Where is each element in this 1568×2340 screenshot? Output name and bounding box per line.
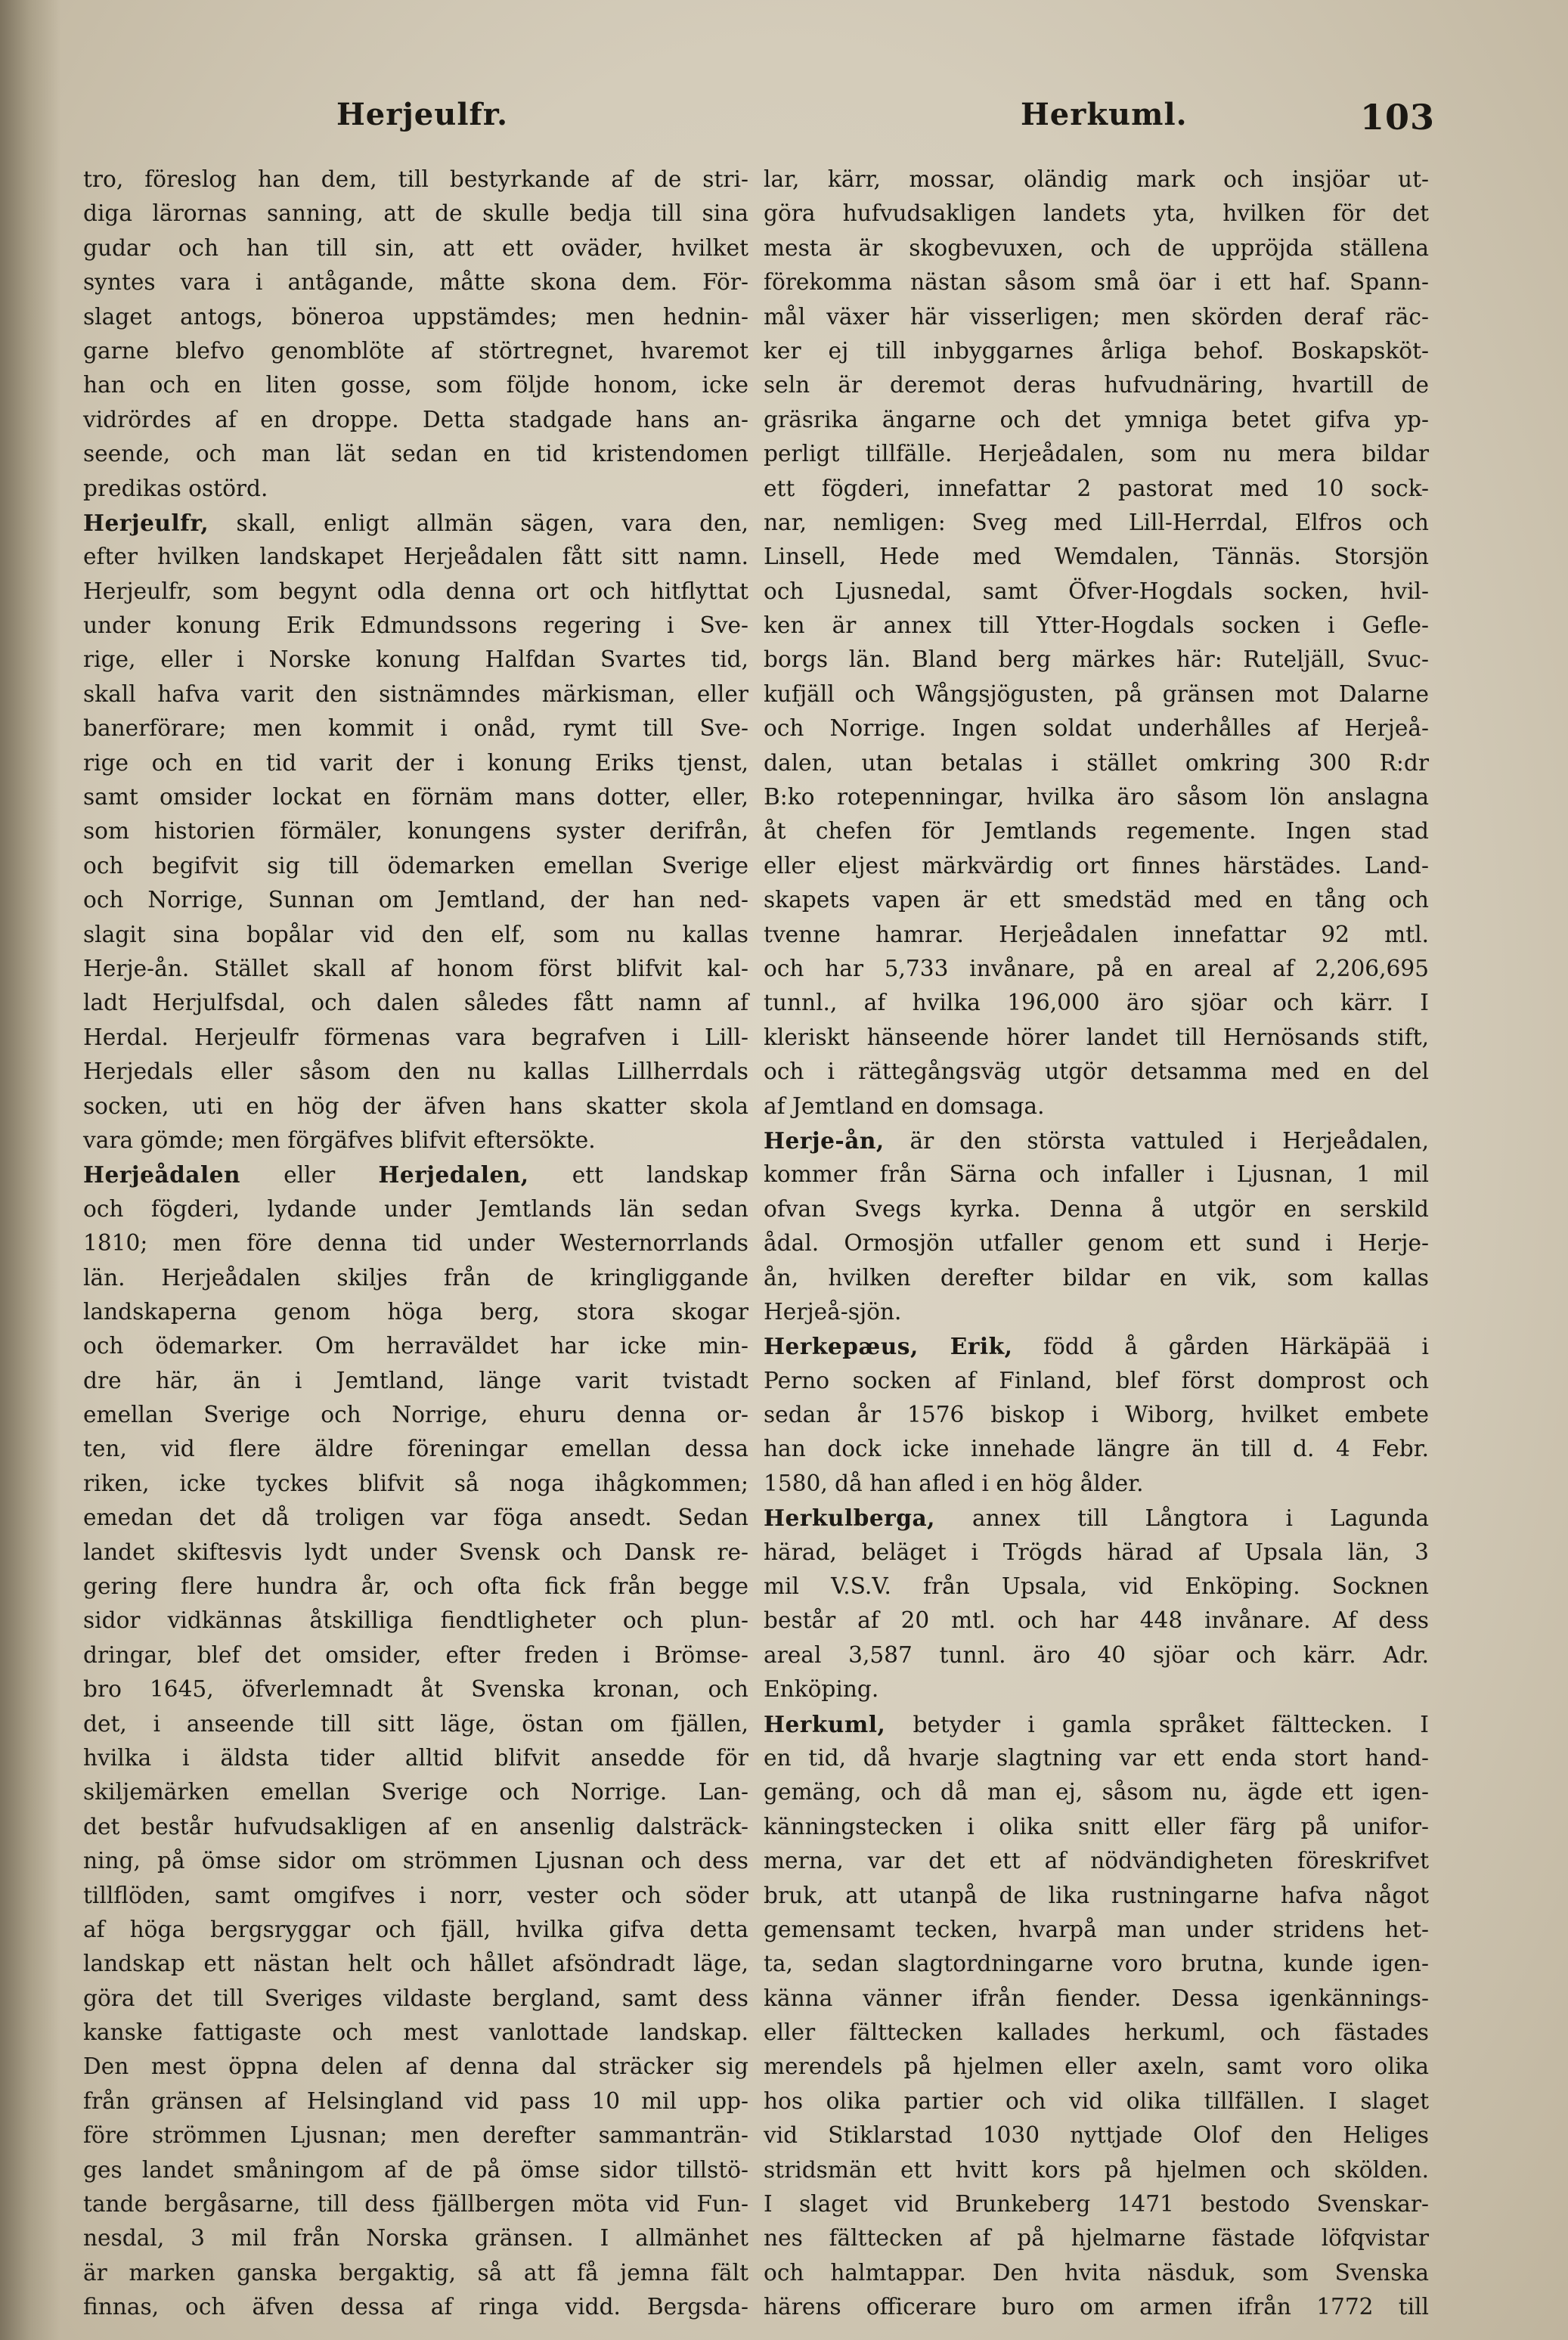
text-line (83, 609, 748, 643)
text-line (764, 575, 1429, 609)
line-text: kanske fattigaste och mest vanlottade landskap. (83, 2019, 748, 2046)
text-line (764, 883, 1429, 917)
text-line (83, 1982, 748, 2016)
text-line (83, 265, 748, 299)
text-line (764, 746, 1429, 780)
line-text: stridsmän ett hvitt kors på hjelmen och skölden. (764, 2156, 1429, 2183)
text-line (83, 883, 748, 917)
line-text: vara gömde; men förgäfves blifvit eftersökte. (83, 1127, 596, 1153)
line-text: gräsrika ängarne och det ymniga betet gifva yp- (764, 406, 1429, 432)
line-text: areal 3,587 tunnl. äro 40 sjöar och kärr. Adr. (764, 1641, 1429, 1668)
text-line (83, 814, 748, 848)
line-text: gemensamt tecken, hvarpå man under stridens het- (764, 1916, 1429, 1942)
text-line (764, 334, 1429, 368)
line-text: kommer från Särna och infaller i Ljusnan, 1 mil (764, 1161, 1429, 1188)
text-line (83, 986, 748, 1020)
text-line (764, 1055, 1429, 1089)
text-line (764, 2050, 1429, 2084)
line-text: skall, enligt allmän sägen, vara den, (209, 510, 748, 536)
left-text-column (83, 163, 748, 2320)
text-line (764, 231, 1429, 265)
line-text: som historien förmäler, konungens syster derifrån, (83, 818, 748, 845)
line-text: ges landet småningom af de på ömse sidor tillstö- (83, 2156, 748, 2183)
line-text: emellan Sverige och Norrige, ehuru denna or- (83, 1402, 748, 1428)
text-line (764, 1124, 1429, 1158)
line-text: och ödemarker. Om herraväldet har icke min- (83, 1333, 748, 1359)
text-line (764, 677, 1429, 711)
text-line (764, 1536, 1429, 1570)
line-text: syntes vara i antågande, måtte skona dem. För- (83, 269, 748, 296)
text-line (764, 1364, 1429, 1398)
text-line (764, 1261, 1429, 1295)
line-text: betyder i gamla språket fälttecken. I (885, 1711, 1429, 1737)
line-text: landskaperna genom höga berg, stora skogar (83, 1298, 748, 1325)
line-text: född å gården Härkäpää i (1012, 1334, 1429, 1360)
line-text: landet skiftesvis lydt under Svensk och Dansk re- (83, 1539, 748, 1565)
line-text: ådal. Ormosjön utfaller genom ett sund i Herje- (764, 1230, 1429, 1257)
text-line (764, 1226, 1429, 1260)
text-line (83, 231, 748, 265)
line-text: predikas ostörd. (83, 475, 268, 501)
binding-shadow (0, 0, 60, 2340)
line-text: skall hafva varit den sistnämndes märkisman, eller (83, 680, 748, 707)
text-line (764, 1021, 1429, 1055)
text-line (83, 1913, 748, 1947)
text-line (83, 1089, 748, 1124)
text-line (764, 1158, 1429, 1192)
text-line (83, 677, 748, 711)
line-text: tro, föreslog han dem, till bestyrkande af de stri- (83, 166, 748, 192)
line-text: Enköping. (764, 1676, 879, 1703)
line-text: tillflöden, samt omgifves i norr, vester och söder (83, 1882, 748, 1908)
text-line (83, 1467, 748, 1501)
line-text: består af 20 mtl. och har 448 invånare. Af dess (764, 1607, 1429, 1634)
page-number: 103 (1359, 97, 1435, 138)
line-text: nar, nemligen: Sveg med Lill-Herrdal, Elfros och (764, 509, 1429, 535)
text-line (83, 1707, 748, 1741)
line-text: slagit sina bopålar vid den elf, som nu kallas (83, 921, 748, 947)
line-text: skapets vapen är ett smedstäd med en tång och (764, 887, 1429, 913)
text-line (764, 1775, 1429, 1809)
line-text: och begifvit sig till ödemarken emellan Sverige (83, 852, 748, 879)
line-text: göra det till Sveriges vildaste bergland, samt dess (83, 1985, 748, 2011)
line-text: tunnl., af hvilka 196,000 äro sjöar och kärr. I (764, 990, 1429, 1016)
line-text: och i rättegångsväg utgör detsamma med en del (764, 1058, 1429, 1085)
line-text: Herje-ån. Stället skall af honom först blifvit kal- (83, 955, 748, 981)
line-text: Perno socken af Finland, blef först domprost och (764, 1367, 1429, 1393)
text-line (83, 780, 748, 814)
line-text: B:ko rotepenningar, hvilka äro såsom lön anslagna (764, 784, 1429, 810)
line-text: skiljemärken emellan Sverige och Norrige. Lan- (83, 1779, 748, 1805)
right-text-column (764, 163, 1429, 2320)
line-text: eller (240, 1162, 379, 1189)
line-text: ning, på ömse sidor om strömmen Ljusnan och dess (83, 1848, 748, 1874)
line-text: rige, eller i Norske konung Halfdan Svartes tid, (83, 646, 748, 673)
line-text: och Norrige, Sunnan om Jemtland, der han ned- (83, 887, 748, 913)
text-line (764, 1329, 1429, 1363)
line-text: mål växer här visserligen; men skörden deraf räc- (764, 303, 1429, 330)
text-line (83, 472, 748, 506)
line-text: finnas, och äfven dessa af ringa vidd. Bergsda- (83, 2294, 748, 2320)
line-text: 1580, då han afled i en hög ålder. (764, 1470, 1144, 1496)
line-text: ten, vid flere äldre föreningar emellan dessa (83, 1436, 748, 1462)
line-text: mesta är skogbevuxen, och de uppröjda ställena (764, 234, 1429, 261)
text-line (764, 952, 1429, 986)
text-line (764, 437, 1429, 471)
headword: Herkulberga, (764, 1505, 935, 1532)
text-line (83, 2290, 748, 2324)
line-text: är marken ganska bergaktig, så att få jemna fält (83, 2259, 748, 2286)
line-text: seende, och man lät sedan en tid kristendomen (83, 441, 748, 467)
line-text: han och en liten gosse, som följde honom, icke (83, 372, 748, 398)
line-text: han dock icke innehade längre än till d. 4 Febr. (764, 1436, 1429, 1462)
text-line (764, 265, 1429, 299)
text-line (764, 1501, 1429, 1535)
text-line (83, 1810, 748, 1844)
line-text: härens officerare buro om armen ifrån 1772 till (764, 2294, 1429, 2320)
line-text: gemäng, och då man ej, såsom nu, ägde ett igen- (764, 1779, 1429, 1805)
line-text: och har 5,733 invånare, på en areal af 2,206,695 (764, 955, 1429, 981)
line-text: åt chefen för Jemtlands regemente. Ingen stad (764, 818, 1429, 845)
text-line (83, 1158, 748, 1192)
line-text: ett fögderi, innefattar 2 pastorat med 10 sock- (764, 475, 1429, 501)
line-text: och halmtappar. Den hvita näsduk, som Svenska (764, 2259, 1429, 2286)
line-text: landskap ett nästan helt och hållet afsöndradt läge, (83, 1951, 748, 1977)
line-text: är den största vattuled i Herjeådalen, (884, 1127, 1429, 1154)
text-line (83, 711, 748, 745)
text-line (83, 1844, 748, 1878)
line-text: före strömmen Ljusnan; men derefter sammanträn- (83, 2122, 748, 2149)
text-line (83, 2221, 748, 2255)
text-line (764, 1810, 1429, 1844)
line-text: Den mest öppna delen af denna dal sträcker sig (83, 2053, 748, 2080)
text-line (764, 1982, 1429, 2016)
line-text: 1810; men före denna tid under Westernorrlands (83, 1230, 748, 1257)
line-text: härad, beläget i Trögds härad af Upsala län, 3 (764, 1539, 1429, 1565)
text-line (764, 2187, 1429, 2221)
text-line (764, 1570, 1429, 1604)
text-line (83, 2084, 748, 2118)
text-line (83, 1638, 748, 1672)
line-text: emedan det då troligen var föga ansedt. Sedan (83, 1505, 748, 1531)
text-line (764, 2016, 1429, 2050)
text-line (83, 300, 748, 334)
line-text: gering flere hundra år, och ofta fick från begge (83, 1573, 748, 1600)
line-text: samt omsider lockat en förnäm mans dotter, eller, (83, 784, 748, 810)
line-text: mil V.S.V. från Upsala, vid Enköping. Socknen (764, 1573, 1429, 1600)
text-line (83, 2153, 748, 2187)
text-line (83, 437, 748, 471)
line-text: sedan år 1576 biskop i Wiborg, hvilket embete (764, 1402, 1429, 1428)
line-text: Herjeå-sjön. (764, 1298, 902, 1325)
line-text: lar, kärr, mossar, oländig mark och insjöar ut- (764, 166, 1429, 192)
text-line (83, 1536, 748, 1570)
line-text: från gränsen af Helsingland vid pass 10 mil upp- (83, 2087, 748, 2114)
text-line (83, 1672, 748, 1706)
line-text: socken, uti en hög der äfven hans skatter skola (83, 1093, 748, 1119)
text-line (764, 1638, 1429, 1672)
line-text: känna vänner ifrån fiender. Dessa igenkännings- (764, 1985, 1429, 2011)
text-line (83, 1329, 748, 1363)
line-text: banerförare; men kommit i onåd, rymt till Sve- (83, 715, 748, 742)
text-line (83, 334, 748, 368)
line-text: slaget antogs, böneroa uppstämdes; men hednin- (83, 303, 748, 330)
text-line (764, 814, 1429, 848)
text-line (764, 197, 1429, 231)
text-line (83, 1775, 748, 1809)
line-text: kufjäll och Wångsjögusten, på gränsen mot Dalarne (764, 680, 1429, 707)
text-line (764, 2256, 1429, 2290)
line-text: vid Stiklarstad 1030 nyttjade Olof den Heliges (764, 2122, 1429, 2149)
line-text: af Jemtland en domsaga. (764, 1093, 1045, 1119)
text-line (764, 849, 1429, 883)
text-line (83, 2187, 748, 2221)
text-line (83, 2016, 748, 2050)
text-line (83, 952, 748, 986)
text-line (764, 1879, 1429, 1913)
line-text: under konung Erik Edmundssons regering i Sve- (83, 612, 748, 639)
text-line (83, 1947, 748, 1981)
line-text: ker ej till inbyggarnes årliga behof. Boskapsköt- (764, 337, 1429, 364)
text-line (83, 506, 748, 540)
text-line (764, 1604, 1429, 1638)
line-text: af höga bergsryggar och fjäll, hvilka gifva detta (83, 1916, 748, 1942)
text-line (83, 1398, 748, 1432)
text-line (83, 403, 748, 437)
text-line (83, 197, 748, 231)
line-text: eller eljest märkvärdig ort finnes härstädes. Land- (764, 852, 1429, 879)
running-header (0, 97, 1568, 142)
text-line (83, 2118, 748, 2152)
headword: Herkepæus, Erik, (764, 1333, 1013, 1360)
text-line (764, 2153, 1429, 2187)
line-text: seln är deremot deras hufvudnäring, hvartill de (764, 372, 1429, 398)
text-line (83, 1879, 748, 1913)
line-text: diga lärornas sanning, att de skulle bedja till sina (83, 200, 748, 227)
line-text: garne blefvo genomblöte af störtregnet, hvaremot (83, 337, 748, 364)
headword: Herjeulfr, (83, 509, 209, 536)
text-line (764, 540, 1429, 574)
text-line (764, 506, 1429, 540)
line-text: det, i anseende till sitt läge, östan om fjällen, (83, 1710, 748, 1737)
line-text: gudar och han till sin, att ett oväder, hvilket (83, 234, 748, 261)
text-line (83, 746, 748, 780)
text-line (764, 986, 1429, 1020)
line-text: riken, icke tyckes blifvit så noga ihågkommen; (83, 1470, 748, 1496)
text-line (83, 1055, 748, 1089)
text-line (83, 2256, 748, 2290)
line-text: dre här, än i Jemtland, länge varit tvistadt (83, 1367, 748, 1393)
text-line (83, 1604, 748, 1638)
text-line (83, 575, 748, 609)
text-line (83, 1261, 748, 1295)
line-text: Herdal. Herjeulfr förmenas vara begrafven i Lill- (83, 1024, 748, 1050)
line-text: ta, sedan slagtordningarne voro brutna, kunde igen- (764, 1951, 1429, 1977)
text-line (764, 918, 1429, 952)
text-line (764, 1467, 1429, 1501)
text-line (83, 1364, 748, 1398)
text-line (764, 1844, 1429, 1878)
headword: Herjeådalen (83, 1161, 241, 1189)
text-line (764, 1398, 1429, 1432)
header-right-word: Herkuml. (1021, 97, 1188, 132)
line-text: dalen, utan betalas i stället omkring 300 R:dr (764, 749, 1429, 776)
line-text: en tid, då hvarje slagtning var ett enda stort hand- (764, 1744, 1429, 1771)
line-text: ofvan Svegs kyrka. Denna å utgör en serskild (764, 1195, 1429, 1222)
line-text: nesdal, 3 mil från Norska gränsen. I allmänhet (83, 2225, 748, 2252)
text-line (764, 1741, 1429, 1775)
text-line (83, 1432, 748, 1466)
text-line (83, 368, 748, 402)
text-line (83, 540, 748, 574)
line-text: bruk, att utanpå de lika rustningarne hafva något (764, 1882, 1429, 1908)
line-text: sidor vidkännas åtskilliga fiendtligheter och plun- (83, 1607, 748, 1634)
line-text: rige och en tid varit der i konung Eriks tjenst, (83, 749, 748, 776)
text-line (764, 1672, 1429, 1706)
text-line (83, 1741, 748, 1775)
text-line (764, 2118, 1429, 2152)
line-text: Linsell, Hede med Wemdalen, Tännäs. Storsjön (764, 544, 1429, 570)
line-text: bro 1645, öfverlemnadt åt Svenska kronan, och (83, 1676, 748, 1703)
headword: Herjedalen, (378, 1161, 529, 1189)
headword: Herkuml, (764, 1710, 886, 1737)
line-text: känningstecken i olika snitt eller färg på unifor- (764, 1813, 1429, 1839)
text-line (83, 643, 748, 677)
line-text: ken är annex till Ytter-Hogdals socken i Gefle- (764, 612, 1429, 639)
line-text: I slaget vid Brunkeberg 1471 bestodo Svenskar- (764, 2191, 1429, 2218)
text-line (764, 643, 1429, 677)
line-text: hos olika partier och vid olika tillfällen. I slaget (764, 2087, 1429, 2114)
line-text: Herjedals eller såsom den nu kallas Lillherrdals (83, 1058, 748, 1085)
line-text: förekomma nästan såsom små öar i ett haf. Spann- (764, 269, 1429, 296)
text-line (83, 1124, 748, 1158)
text-line (764, 1295, 1429, 1329)
text-line (764, 1707, 1429, 1741)
line-text: nes fälttecken af på hjelmarne fästade löfqvistar (764, 2225, 1429, 2252)
text-line (764, 1432, 1429, 1466)
text-line (764, 1947, 1429, 1981)
line-text: och Ljusnedal, samt Öfver-Hogdals socken, hvil- (764, 578, 1429, 604)
text-line (764, 2084, 1429, 2118)
text-line (83, 1192, 748, 1226)
text-line (764, 2221, 1429, 2255)
line-text: vidrördes af en droppe. Detta stadgade hans an- (83, 406, 748, 432)
line-text: efter hvilken landskapet Herjeådalen fått sitt namn. (83, 544, 748, 570)
line-text: ladt Herjulfsdal, och dalen således fått namn af (83, 990, 748, 1016)
line-text: och fögderi, lydande under Jemtlands län sedan (83, 1195, 748, 1222)
text-line (83, 163, 748, 197)
text-line (83, 1021, 748, 1055)
text-line (764, 711, 1429, 745)
line-text: tvenne hamrar. Herjeådalen innefattar 92 mtl. (764, 921, 1429, 947)
header-left-word: Herjeulfr. (336, 97, 509, 132)
text-line (83, 1226, 748, 1260)
text-line (764, 609, 1429, 643)
text-line (764, 368, 1429, 402)
text-line (764, 780, 1429, 814)
line-text: perligt tillfälle. Herjeådalen, som nu mera bildar (764, 441, 1429, 467)
line-text: borgs län. Bland berg märkes här: Ruteljäll, Svuc- (764, 646, 1429, 673)
line-text: Herjeulfr, som begynt odla denna ort och hitflyttat (83, 578, 748, 604)
text-line (764, 403, 1429, 437)
line-text: hvilka i äldsta tider alltid blifvit ansedde för (83, 1744, 748, 1771)
text-line (764, 1192, 1429, 1226)
text-line (83, 1570, 748, 1604)
line-text: dringar, blef det omsider, efter freden i Brömse- (83, 1641, 748, 1668)
text-line (764, 163, 1429, 197)
text-line (764, 300, 1429, 334)
line-text: ett landskap (528, 1162, 748, 1189)
line-text: merendels på hjelmen eller axeln, samt voro olika (764, 2053, 1429, 2080)
line-text: och Norrige. Ingen soldat underhålles af Herjeå- (764, 715, 1429, 742)
text-line (764, 1913, 1429, 1947)
text-line (764, 1089, 1429, 1124)
line-text: annex till Långtora i Lagunda (934, 1505, 1429, 1532)
text-line (83, 2050, 748, 2084)
line-text: län. Herjeådalen skiljes från de kringliggande (83, 1264, 748, 1291)
text-line (764, 472, 1429, 506)
line-text: eller fälttecken kallades herkuml, och fästades (764, 2019, 1429, 2046)
text-line (83, 849, 748, 883)
text-line (83, 1501, 748, 1535)
line-text: det består hufvudsakligen af en ansenlig dalsträck- (83, 1813, 748, 1839)
line-text: tande bergåsarne, till dess fjällbergen möta vid Fun- (83, 2191, 748, 2218)
text-line (764, 2290, 1429, 2324)
line-text: ån, hvilken derefter bildar en vik, som kallas (764, 1264, 1429, 1291)
text-line (83, 1295, 748, 1329)
line-text: merna, var det ett af nödvändigheten föreskrifvet (764, 1848, 1429, 1874)
line-text: kleriskt hänseende hörer landet till Hernösands stift, (764, 1024, 1429, 1050)
headword: Herje-ån, (764, 1127, 885, 1154)
line-text: göra hufvudsakligen landets yta, hvilken för det (764, 200, 1429, 227)
text-line (83, 918, 748, 952)
